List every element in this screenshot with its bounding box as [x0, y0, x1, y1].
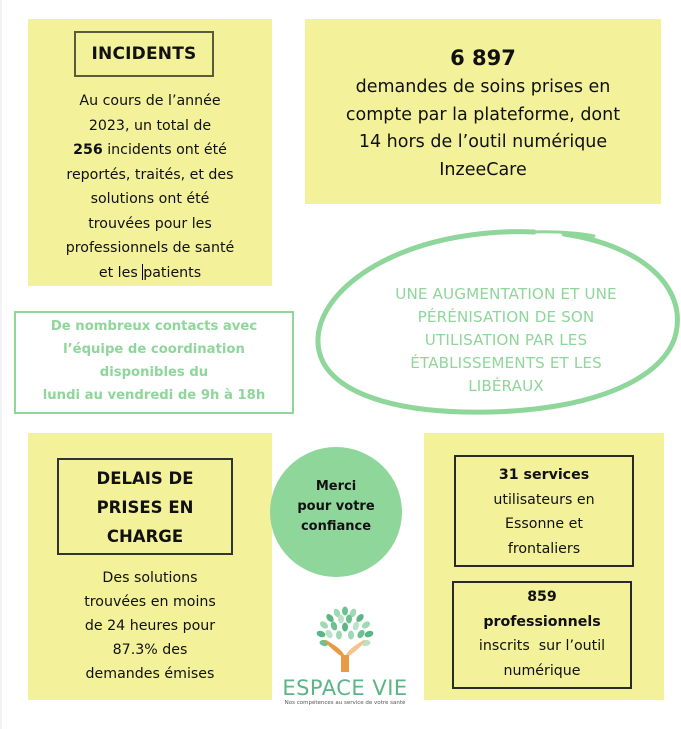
- demandes-count: 6 897: [450, 46, 516, 70]
- incidents-line: Au cours de l’année: [79, 93, 221, 109]
- incidents-count-suffix: incidents ont été: [102, 142, 227, 158]
- incidents-line: reportés, traités, et des: [66, 166, 234, 183]
- oval-stroke-tail: [529, 232, 594, 236]
- incidents-last-a: et les: [98, 264, 143, 281]
- delais-line: Des solutions: [102, 570, 198, 586]
- contact-line: disponibles du: [99, 365, 209, 380]
- professionnels-line: inscrits sur l’outil: [478, 638, 606, 654]
- demandes-panel: [305, 19, 661, 204]
- merci-circle: [270, 447, 402, 577]
- incidents-line: professionnels de santé: [65, 240, 235, 256]
- delais-title-line: PRISES EN: [96, 498, 194, 517]
- merci-line: Merci: [315, 479, 357, 494]
- delais-panel: [28, 433, 272, 700]
- stats-panel: [424, 433, 664, 700]
- incidents-count: 256: [73, 142, 103, 158]
- incidents-last-b: patients: [143, 264, 202, 281]
- delais-line: de 24 heures pour: [84, 618, 216, 634]
- contact-line: l’équipe de coordination: [63, 342, 245, 357]
- delais-line: demandes émises: [85, 666, 215, 682]
- delais-title-line: DELAIS DE: [96, 469, 194, 488]
- demandes-text: [305, 74, 661, 184]
- professionnels-label: professionnels: [483, 613, 601, 630]
- delais-text: [28, 566, 272, 686]
- merci-line: confiance: [300, 519, 372, 534]
- contact-box: [14, 311, 294, 414]
- demandes-line: InzeeCare: [439, 159, 527, 180]
- professionnels-box: [452, 581, 632, 689]
- demandes-line: demandes de soins prises en: [355, 77, 611, 97]
- professionnels-count: 859: [527, 589, 557, 605]
- demandes-line: compte par la plateforme, dont: [345, 104, 621, 125]
- delais-title-line: CHARGE: [106, 527, 184, 546]
- incidents-line[interactable]: [28, 261, 272, 286]
- contact-line: lundi au vendredi de 9h à 18h: [42, 388, 266, 403]
- delais-line: 87.3% des: [112, 642, 188, 658]
- highlight-line: UTILISATION PAR LES: [424, 331, 588, 349]
- merci-line: pour votre: [297, 499, 375, 514]
- incidents-title: INCIDENTS: [74, 31, 214, 77]
- services-line: frontaliers: [507, 540, 581, 557]
- hands: [326, 641, 364, 672]
- incidents-line: [28, 138, 272, 163]
- highlight-line: PÉRÉNISATION DE SON: [417, 308, 595, 326]
- tree-leaves: [316, 607, 375, 647]
- incidents-line: trouvées pour les: [88, 215, 212, 232]
- highlight-line: LIBÉRAUX: [468, 377, 544, 395]
- delais-line: trouvées en moins: [84, 594, 216, 610]
- espace-vie-logo: [270, 605, 420, 715]
- brand-tagline: Nos compétences au service de votre santé: [284, 700, 406, 706]
- highlight-line: ÉTABLISSEMENTS ET LES: [410, 354, 602, 372]
- brand-name: ESPACE VIE: [282, 676, 408, 700]
- incidents-line: 2023, un total de: [88, 117, 212, 134]
- incidents-panel: [28, 19, 272, 286]
- professionnels-line: numérique: [503, 662, 581, 679]
- tree-hands-icon: [310, 605, 380, 675]
- left-edge: [0, 0, 2, 729]
- services-count: 31 services: [498, 467, 590, 483]
- services-box: [454, 455, 634, 567]
- incidents-text: [28, 89, 272, 285]
- highlight-text: [340, 283, 672, 398]
- services-line: utilisateurs en: [493, 491, 595, 508]
- incidents-line: solutions ont été: [90, 191, 210, 207]
- contact-line: De nombreux contacts avec: [50, 319, 258, 334]
- delais-title: [57, 458, 233, 555]
- services-line: Essonne et: [505, 516, 583, 532]
- demandes-line: 14 hors de l’outil numérique: [358, 132, 608, 152]
- highlight-line: UNE AUGMENTATION ET UNE: [395, 285, 617, 303]
